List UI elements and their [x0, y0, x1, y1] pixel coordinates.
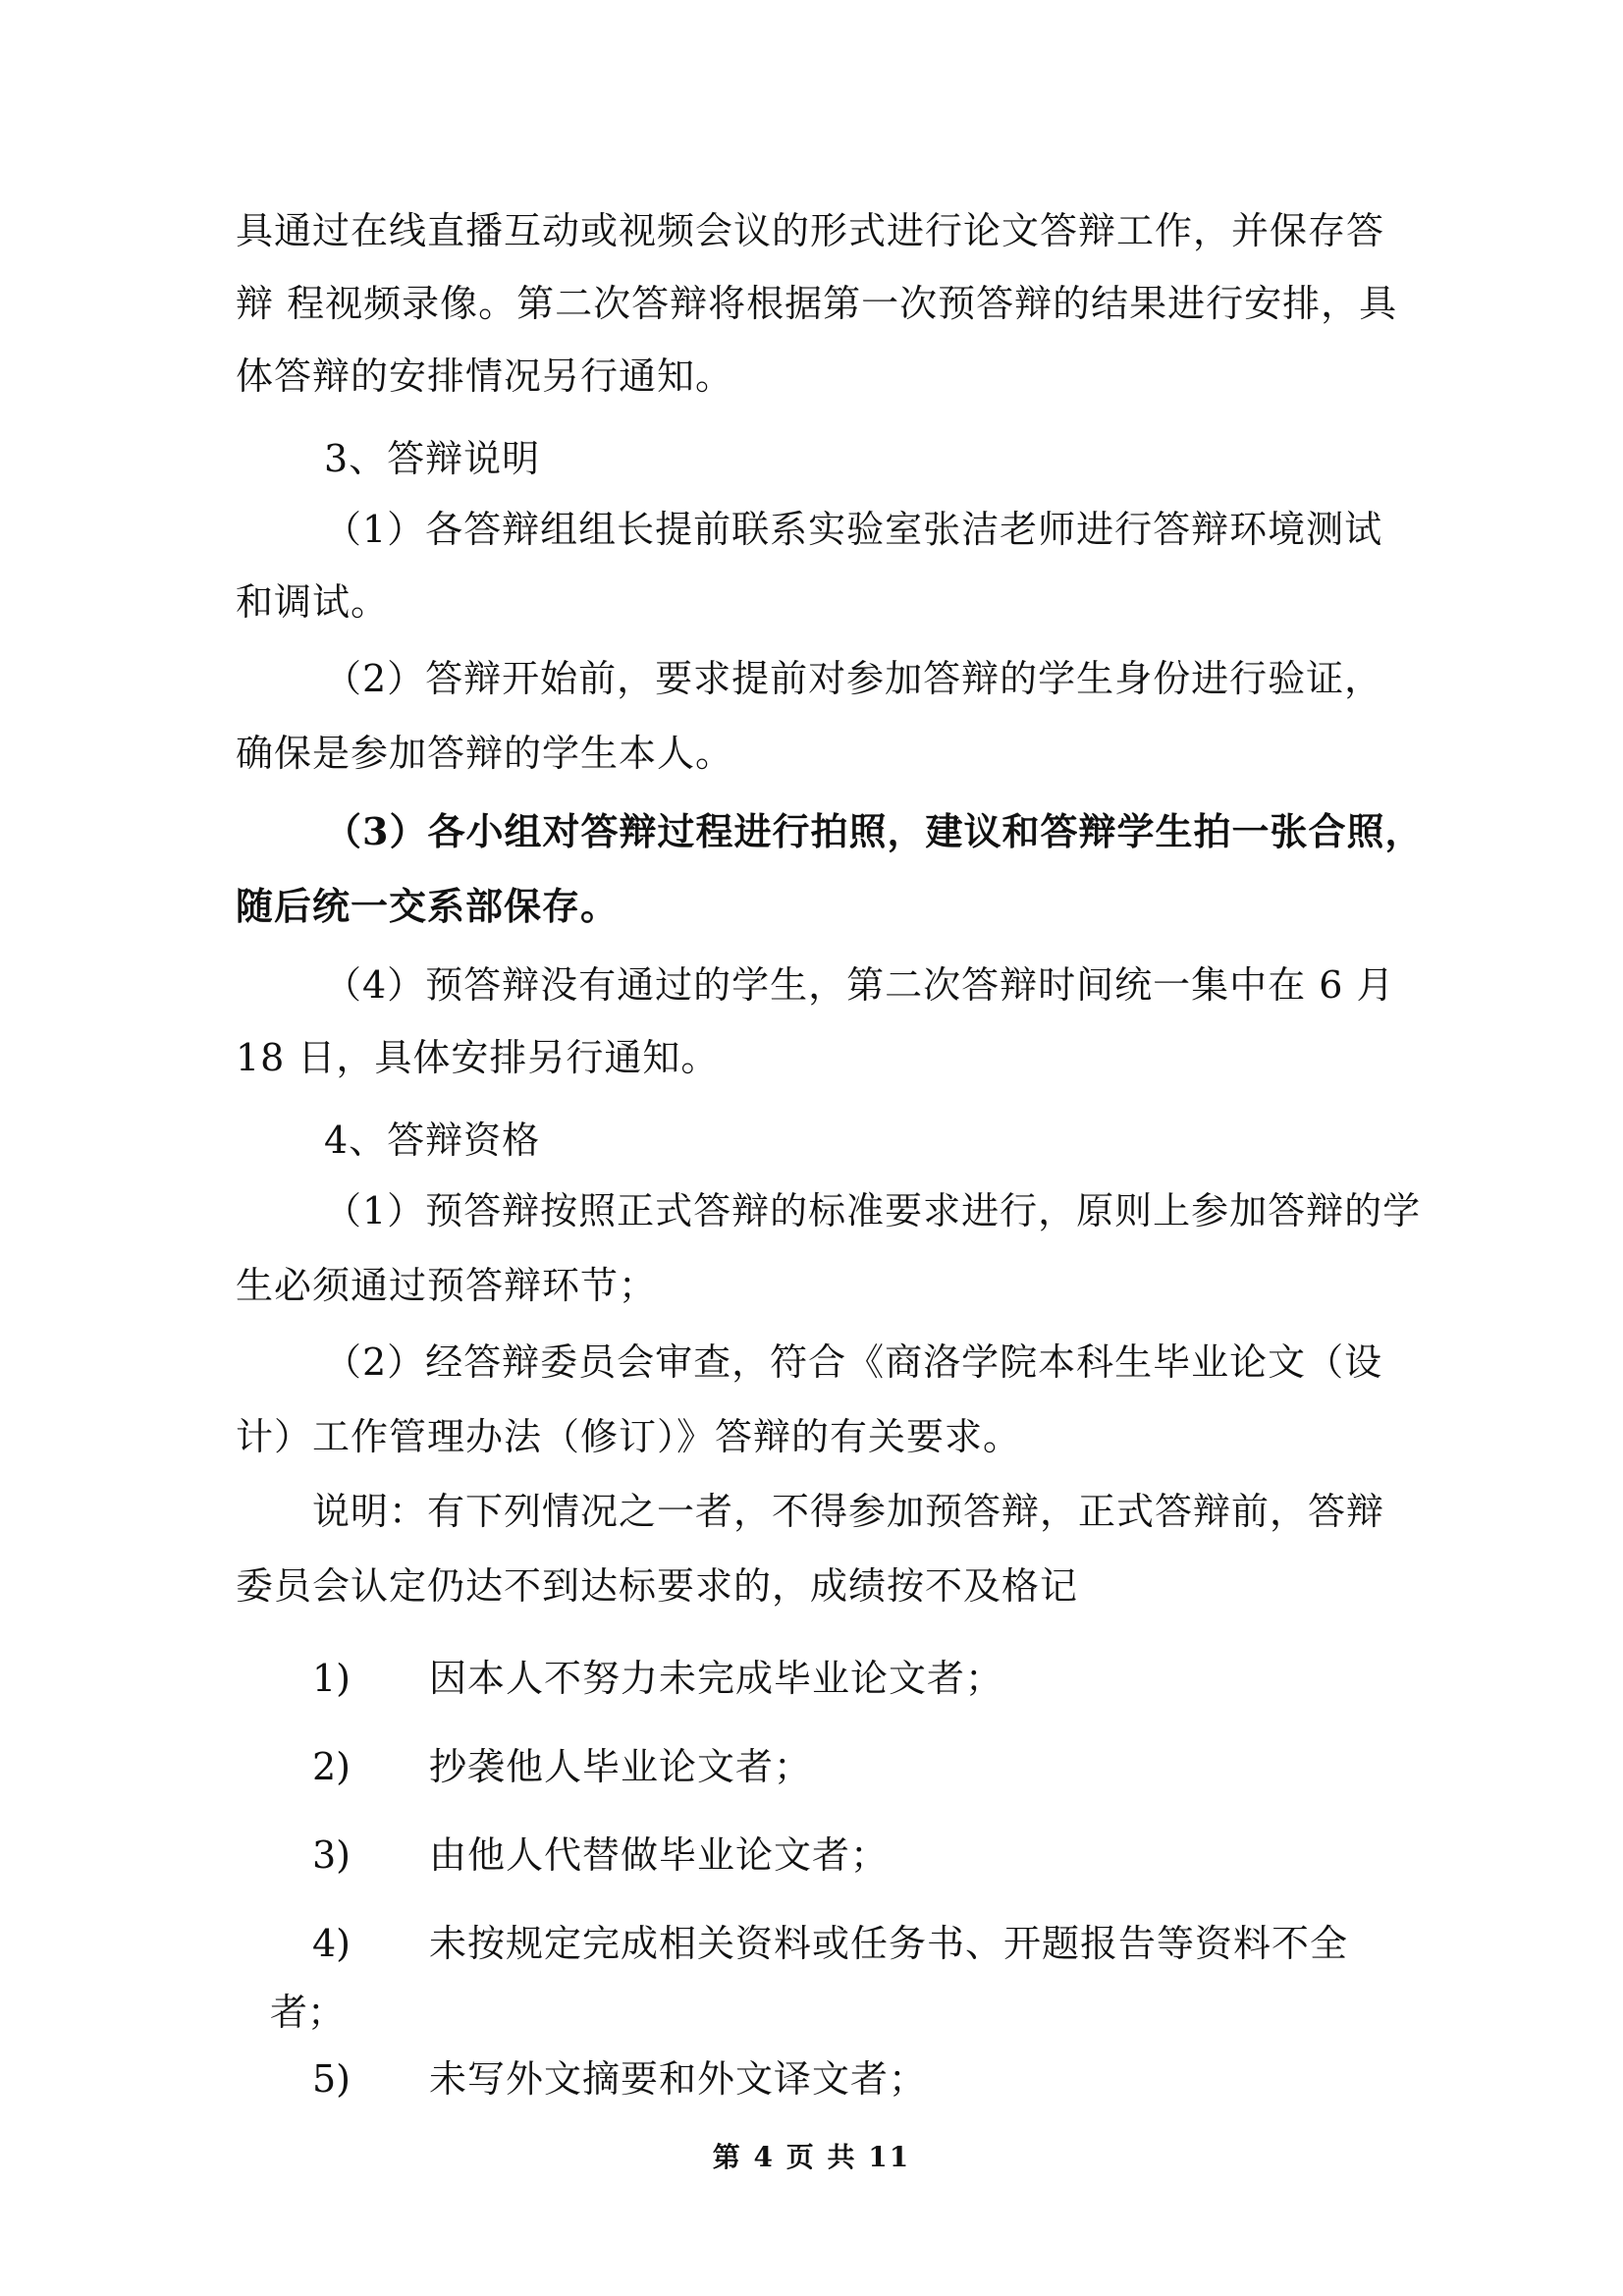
list-item: 抄袭他人毕业论文者；: [429, 1745, 813, 1788]
list-item-number: 1): [312, 1657, 352, 1700]
list-item-number: 4): [312, 1922, 352, 1965]
list-item-number: 3): [312, 1833, 352, 1877]
paragraph-line: （4）预答辩没有通过的学生，第二次答辩时间统一集中在 6 月: [324, 963, 1395, 1007]
paragraph-line: 和调试。: [236, 580, 390, 624]
paragraph-line: 计）工作管理办法（修订）》答辩的有关要求。: [236, 1415, 1022, 1458]
body-line: 具通过在线直播互动或视频会议的形式进行论文答辩工作，并保存答: [236, 209, 1385, 252]
bold-paragraph-line: （3）各小组对答辩过程进行拍照，建议和答辩学生拍一张合照，: [324, 809, 1424, 853]
list-item: 由他人代替做毕业论文者；: [429, 1833, 890, 1877]
note-line: 委员会认定仍达不到达标要求的，成绩按不及格记: [236, 1564, 1079, 1608]
paragraph-line: （1）各答辩组组长提前联系实验室张洁老师进行答辩环境测试: [324, 508, 1383, 551]
body-line: 体答辩的安排情况另行通知。: [236, 355, 734, 398]
list-item: 未按规定完成相关资料或任务书、开题报告等资料不全: [429, 1922, 1349, 1965]
paragraph-line: 生必须通过预答辩环节；: [236, 1264, 658, 1307]
list-item: 未写外文摘要和外文译文者；: [429, 2057, 928, 2101]
section-heading: 3、答辩说明: [324, 437, 541, 480]
paragraph-line: 确保是参加答辩的学生本人。: [236, 732, 734, 775]
section-heading: 4、答辩资格: [324, 1119, 541, 1162]
paragraph-line: （2）经答辩委员会审查，符合《商洛学院本科生毕业论文（设: [324, 1340, 1383, 1384]
list-item-number: 2): [312, 1745, 352, 1788]
note-line: 说明：有下列情况之一者，不得参加预答辩，正式答辩前，答辩: [312, 1490, 1385, 1533]
bold-paragraph-line: 随后统一交系部保存。: [236, 884, 620, 928]
body-line: 辩 程视频录像。第二次答辩将根据第一次预答辩的结果进行安排，具: [236, 282, 1398, 325]
paragraph-line: 18 日，具体安排另行通知。: [236, 1036, 720, 1079]
paragraph-line: （2）答辩开始前，要求提前对参加答辩的学生身份进行验证，: [324, 657, 1383, 700]
list-item: 因本人不努力未完成毕业论文者；: [429, 1657, 1004, 1700]
page-footer: 第 4 页 共 11: [712, 2141, 911, 2173]
paragraph-line: （1）预答辩按照正式答辩的标准要求进行，原则上参加答辩的学: [324, 1189, 1422, 1232]
list-item-number: 5): [312, 2057, 352, 2101]
list-item-continuation: 者；: [270, 1991, 346, 2034]
